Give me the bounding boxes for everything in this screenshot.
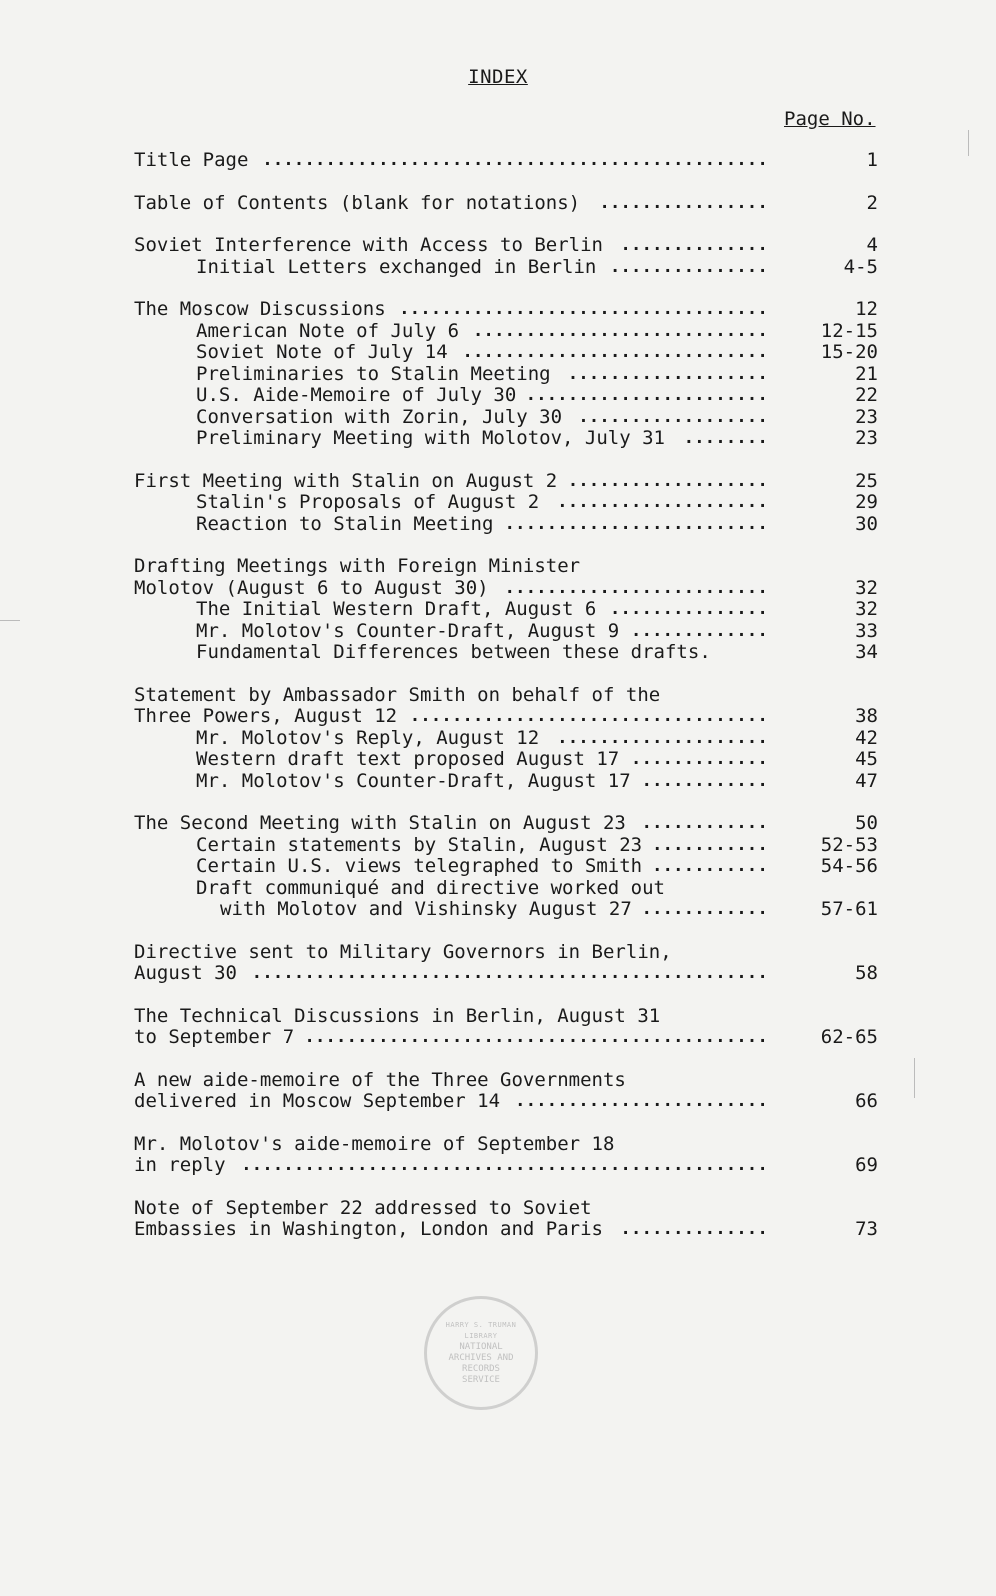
index-entry	[0, 193, 996, 215]
entry-title: Reaction to Stalin Meeting	[196, 512, 494, 535]
index-line	[0, 342, 996, 364]
page-number: 69	[855, 1154, 878, 1176]
index-entry	[0, 942, 996, 985]
index-line	[0, 728, 996, 750]
index-entry	[0, 1006, 996, 1049]
entry-title: Fundamental Differences between these drafts.	[196, 641, 711, 663]
index-entry	[0, 235, 996, 278]
index-line	[0, 621, 996, 643]
page-number-header: Page No.	[784, 108, 876, 130]
page-number: 22	[855, 384, 878, 406]
entry-title: Certain statements by Stalin, August 23	[196, 833, 643, 856]
page-number: 32	[855, 576, 878, 599]
index-line	[0, 685, 996, 707]
scan-mark	[914, 1058, 915, 1098]
dot-leader: ...............	[609, 599, 768, 619]
page-number: 2	[866, 191, 878, 214]
stamp-ring-text: HARRY S. TRUMAN LIBRARY	[445, 1321, 517, 1340]
index-line	[0, 407, 996, 429]
dot-leader: ....................	[557, 492, 768, 512]
entry-title: The Second Meeting with Stalin on August 23	[134, 812, 626, 834]
dot-leader: ..................................	[409, 706, 768, 726]
index-title: INDEX	[468, 66, 528, 88]
dot-leader: ...................	[567, 470, 768, 491]
entry-title: Initial Letters exchanged in Berlin	[196, 255, 597, 278]
dot-leader: .......................	[525, 385, 768, 405]
page-number: 54-56	[820, 855, 878, 877]
dot-leader: ............................................	[304, 1027, 768, 1047]
dot-leader: ..................	[578, 406, 768, 427]
index-line	[0, 492, 996, 514]
entry-title: A new aide-memoire of the Three Governments	[134, 1068, 626, 1091]
dot-leader: ...............	[609, 256, 768, 277]
dot-leader: ............	[641, 770, 768, 791]
page-number: 4	[866, 234, 878, 256]
page-number: 33	[855, 619, 878, 642]
index-line	[0, 257, 996, 279]
page-number: 32	[855, 598, 878, 620]
entry-title: Mr. Molotov's Counter-Draft, August 9	[196, 619, 620, 642]
index-line	[0, 321, 996, 343]
entry-title: Certain U.S. views telegraphed to Smith	[196, 855, 643, 877]
dot-leader: ............	[641, 813, 768, 833]
page-number: 38	[855, 705, 878, 727]
entry-title: Note of September 22 addressed to Soviet	[134, 1196, 592, 1219]
index-line	[0, 193, 996, 215]
index-line	[0, 706, 996, 728]
dot-leader: .........................	[504, 577, 768, 598]
entry-title: Three Powers, August 12	[134, 705, 398, 727]
dot-leader: .............	[631, 749, 768, 769]
index-line	[0, 856, 996, 878]
page-number: 23	[855, 405, 878, 428]
stamp-line: NATIONAL	[459, 1342, 503, 1352]
index-entry	[0, 1198, 996, 1241]
index-line	[0, 942, 996, 964]
dot-leader: ...........	[652, 834, 768, 855]
page-number: 25	[855, 469, 878, 492]
dot-leader: .........................	[504, 513, 768, 534]
page-number: 50	[855, 812, 878, 834]
index-line	[0, 749, 996, 771]
index-line	[0, 963, 996, 985]
page-number: 23	[855, 427, 878, 449]
dot-leader: ....................	[557, 727, 768, 748]
index-line	[0, 1219, 996, 1241]
index-line	[0, 150, 996, 172]
entry-title: to September 7	[134, 1026, 295, 1048]
index-entries	[0, 150, 996, 1262]
entry-title: Preliminaries to Stalin Meeting	[196, 362, 551, 385]
dot-leader: ...................................	[399, 299, 768, 319]
index-line	[0, 835, 996, 857]
dot-leader: ........................	[515, 1091, 768, 1111]
entry-title: Western draft text proposed August 17	[196, 748, 620, 770]
page-number: 4-5	[843, 255, 878, 278]
index-line	[0, 878, 996, 900]
dot-leader: ..............	[620, 1219, 768, 1239]
dot-leader: ............	[641, 899, 768, 919]
index-entry	[0, 150, 996, 172]
page-number: 1	[866, 149, 878, 171]
page-number: 47	[855, 769, 878, 792]
page-number: 62-65	[820, 1026, 878, 1048]
archive-stamp	[424, 1296, 538, 1410]
page-number: 58	[855, 962, 878, 984]
page-number: 52-53	[820, 833, 878, 856]
index-line	[0, 299, 996, 321]
stamp-line: RECORDS	[462, 1364, 500, 1374]
index-line	[0, 1155, 996, 1177]
entry-title: Soviet Note of July 14	[196, 341, 448, 363]
page-number: 12-15	[820, 319, 878, 342]
entry-title: Draft communiqué and directive worked out	[196, 876, 665, 899]
page-number: 57-61	[820, 898, 878, 920]
index-line	[0, 556, 996, 578]
entry-title: with Molotov and Vishinsky August 27	[220, 898, 632, 920]
entry-title: Drafting Meetings with Foreign Minister	[134, 555, 581, 577]
stamp-line: SERVICE	[462, 1375, 500, 1385]
index-entry	[0, 299, 996, 450]
index-line	[0, 235, 996, 257]
entry-title: Mr. Molotov's Counter-Draft, August 17	[196, 769, 631, 792]
index-line	[0, 771, 996, 793]
page-number: 15-20	[820, 341, 878, 363]
dot-leader: ..............	[620, 235, 768, 255]
entry-title: Conversation with Zorin, July 30	[196, 405, 563, 428]
dot-leader: ............................	[473, 320, 768, 341]
index-line	[0, 1070, 996, 1092]
dot-leader: ...........	[652, 856, 768, 876]
index-entry	[0, 685, 996, 793]
index-line	[0, 471, 996, 493]
index-line	[0, 899, 996, 921]
index-line	[0, 599, 996, 621]
dot-leader: ........	[683, 428, 768, 448]
entry-title: Directive sent to Military Governors in Berlin,	[134, 940, 672, 963]
index-line	[0, 428, 996, 450]
entry-title: American Note of July 6	[196, 319, 460, 342]
index-entry	[0, 1134, 996, 1177]
entry-title: U.S. Aide-Memoire of July 30	[196, 384, 517, 406]
index-line	[0, 1027, 996, 1049]
page-number: 34	[855, 641, 878, 663]
dot-leader: ..................................................	[241, 1155, 768, 1175]
entry-title: Preliminary Meeting with Molotov, July 31	[196, 427, 665, 449]
entry-title: First Meeting with Stalin on August 2	[134, 469, 558, 492]
dot-leader: .............	[631, 620, 768, 641]
dot-leader: ................	[599, 192, 768, 213]
page-number: 45	[855, 748, 878, 770]
page-number: 12	[855, 298, 878, 320]
entry-title: Title Page	[134, 149, 249, 171]
index-entry	[0, 471, 996, 536]
scan-mark	[968, 130, 969, 156]
entry-title: Mr. Molotov's aide-memoire of September 18	[134, 1132, 615, 1155]
entry-title: Embassies in Washington, London and Paris	[134, 1218, 603, 1240]
entry-title: Molotov (August 6 to August 30)	[134, 576, 489, 599]
page-number: 73	[855, 1218, 878, 1240]
index-line	[0, 364, 996, 386]
index-line	[0, 385, 996, 407]
index-line	[0, 1091, 996, 1113]
dot-leader: ...................	[567, 363, 768, 384]
page-number: 66	[855, 1090, 878, 1112]
stamp-line: ARCHIVES AND	[448, 1353, 514, 1363]
index-line	[0, 1198, 996, 1220]
entry-title: August 30	[134, 962, 237, 984]
entry-title: Stalin's Proposals of August 2	[196, 491, 540, 513]
index-line	[0, 1134, 996, 1156]
page-number: 42	[855, 726, 878, 749]
entry-title: Soviet Interference with Access to Berlin	[134, 234, 603, 256]
dot-leader: ................................................	[262, 150, 768, 170]
entry-title: Table of Contents (blank for notations)	[134, 191, 581, 214]
dot-leader: .................................................	[251, 963, 768, 983]
index-line	[0, 813, 996, 835]
entry-title: Statement by Ambassador Smith on behalf of the	[134, 683, 661, 706]
entry-title: Mr. Molotov's Reply, August 12	[196, 726, 540, 749]
entry-title: delivered in Moscow September 14	[134, 1090, 501, 1112]
index-line	[0, 514, 996, 536]
index-entry	[0, 1070, 996, 1113]
page-number: 21	[855, 362, 878, 385]
entry-title: in reply	[134, 1154, 226, 1176]
index-line	[0, 578, 996, 600]
entry-title: The Initial Western Draft, August 6	[196, 598, 597, 620]
entry-title: The Technical Discussions in Berlin, August 31	[134, 1004, 661, 1027]
page-number: 30	[855, 512, 878, 535]
scan-mark	[0, 620, 20, 621]
dot-leader: .............................	[462, 342, 768, 362]
index-entry	[0, 556, 996, 664]
index-entry	[0, 813, 996, 921]
index-line	[0, 642, 996, 664]
index-line	[0, 1006, 996, 1028]
entry-title: The Moscow Discussions	[134, 298, 386, 320]
page-number: 29	[855, 491, 878, 513]
